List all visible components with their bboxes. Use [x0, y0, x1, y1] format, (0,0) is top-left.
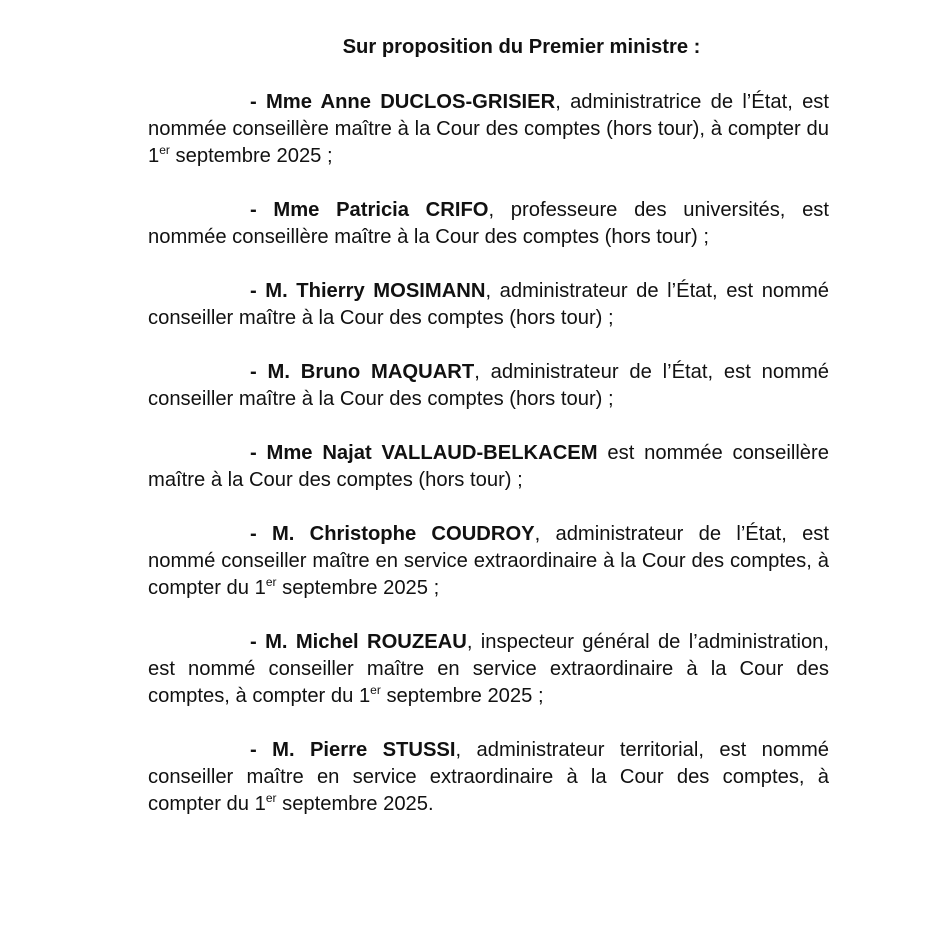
appointee-name: - M. Christophe COUDROY [250, 523, 535, 545]
appointment-entry [148, 359, 829, 413]
ordinal-suffix: er [159, 143, 170, 157]
appointment-entry [148, 440, 829, 494]
appointment-date-text: septembre 2025 ; [380, 685, 544, 707]
appointment-text: , administratrice de l’État, est nommée conseillère maître à la Cour des comptes (hors tour), à compter du 1 [148, 91, 829, 167]
appointee-name: - Mme Anne DUCLOS-GRISIER [250, 91, 556, 113]
appointment-text: , administrateur de l’État, est nommé conseiller maître à la Cour des comptes (hors tour) ; [148, 280, 830, 329]
appointment-text: , administrateur territorial, est nommé conseiller maître en service extraordinaire à la Cour des comptes, à compter du 1 [148, 739, 829, 815]
ordinal-suffix: er [265, 791, 277, 805]
appointee-name: - M. Bruno MAQUART [250, 361, 475, 383]
document-page [148, 34, 829, 845]
appointee-name: - Mme Najat VALLAUD-BELKACEM [250, 442, 598, 464]
appointee-name: - M. Thierry MOSIMANN [250, 280, 486, 302]
appointment-date-text: septembre 2025 ; [169, 145, 333, 167]
appointment-date-text: septembre 2025. [276, 793, 434, 815]
document-heading: Sur proposition du Premier ministre : [342, 36, 701, 58]
appointment-text: est nommée conseillère maître à la Cour des comptes (hors tour) ; [148, 442, 829, 491]
appointment-entry [148, 629, 829, 710]
appointment-entry [148, 278, 829, 332]
appointment-entry [148, 737, 829, 818]
appointment-text: , inspecteur général de l’administration, est nommé conseiller maître en service extraordinaire à la Cour des comptes, à compter du 1 [148, 631, 830, 707]
appointee-name: - M. Pierre STUSSI [250, 739, 456, 761]
appointment-text: , administrateur de l’État, est nommé conseiller maître en service extraordinaire à la Cour des comptes, à compter du 1 [148, 523, 829, 599]
appointment-entry [148, 89, 829, 170]
appointment-text: , administrateur de l’État, est nommé conseiller maître à la Cour des comptes (hors tour) ; [148, 361, 829, 410]
ordinal-suffix: er [265, 575, 277, 589]
appointment-text: , professeure des universités, est nommée conseillère maître à la Cour des comptes (hors tour) ; [148, 199, 829, 248]
appointee-name: - M. Michel ROUZEAU [250, 631, 467, 653]
ordinal-suffix: er [370, 683, 381, 697]
appointment-entry [148, 197, 829, 251]
appointee-name: - Mme Patricia CRIFO [250, 199, 489, 221]
appointment-date-text: septembre 2025 ; [276, 577, 440, 599]
appointment-entry [148, 521, 829, 602]
